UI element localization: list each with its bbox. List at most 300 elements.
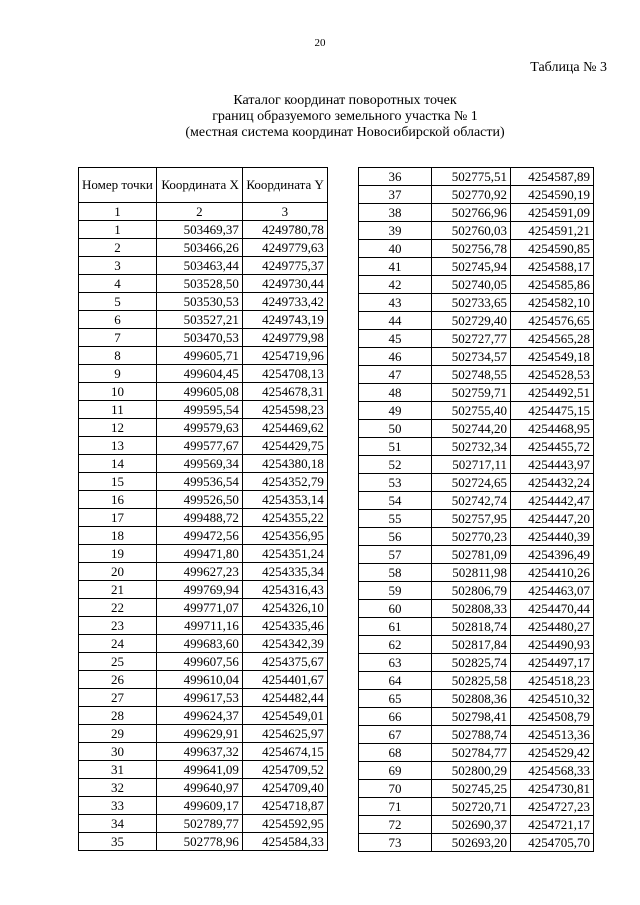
point-number-cell: 13 — [79, 437, 157, 455]
coordinate-y-cell: 4254480,27 — [511, 618, 594, 636]
table-row — [359, 240, 594, 258]
coordinate-y-cell: 4254582,10 — [511, 294, 594, 312]
coordinate-y-cell: 4254342,39 — [242, 635, 327, 653]
point-number-cell: 5 — [79, 293, 157, 311]
coordinate-x-cell: 499637,32 — [156, 743, 242, 761]
coordinate-x-cell: 502788,74 — [432, 726, 511, 744]
coordinate-x-cell: 502766,96 — [432, 204, 511, 222]
point-number-cell: 6 — [79, 311, 157, 329]
coordinate-y-cell: 4249733,42 — [242, 293, 327, 311]
coordinate-y-cell: 4254463,07 — [511, 582, 594, 600]
table-row — [79, 653, 328, 671]
coordinate-y-cell: 4254591,21 — [511, 222, 594, 240]
point-number-cell: 30 — [79, 743, 157, 761]
coordinate-y-cell: 4254316,43 — [242, 581, 327, 599]
coordinate-y-cell: 4254518,23 — [511, 672, 594, 690]
coordinate-y-cell: 4254590,19 — [511, 186, 594, 204]
point-number-cell: 40 — [359, 240, 432, 258]
coordinate-x-cell: 499683,60 — [156, 635, 242, 653]
table-row — [79, 509, 328, 527]
coordinate-y-cell: 4254718,87 — [242, 797, 327, 815]
table-row — [359, 276, 594, 294]
coordinate-y-cell: 4254590,85 — [511, 240, 594, 258]
table-row — [359, 672, 594, 690]
point-number-cell: 44 — [359, 312, 432, 330]
point-number-cell: 42 — [359, 276, 432, 294]
point-number-cell: 10 — [79, 383, 157, 401]
point-number-cell: 2 — [79, 239, 157, 257]
coordinate-y-cell: 4254674,15 — [242, 743, 327, 761]
coordinate-y-cell: 4254490,93 — [511, 636, 594, 654]
table-row — [359, 204, 594, 222]
point-number-cell: 60 — [359, 600, 432, 618]
coordinate-x-cell: 502756,78 — [432, 240, 511, 258]
coordinate-x-cell: 502808,36 — [432, 690, 511, 708]
point-number-cell: 9 — [79, 365, 157, 383]
coordinate-y-cell: 4254470,44 — [511, 600, 594, 618]
coordinate-y-cell: 4254709,52 — [242, 761, 327, 779]
point-number-cell: 17 — [79, 509, 157, 527]
coordinate-x-cell: 503469,37 — [156, 221, 242, 239]
coordinate-y-cell: 4254335,46 — [242, 617, 327, 635]
coordinate-y-cell: 4254356,95 — [242, 527, 327, 545]
table-row — [359, 654, 594, 672]
table-row — [79, 329, 328, 347]
table-row — [79, 833, 328, 851]
point-number-cell: 34 — [79, 815, 157, 833]
point-number-cell: 24 — [79, 635, 157, 653]
header-point-number: Номер точки — [79, 168, 157, 203]
point-number-cell: 7 — [79, 329, 157, 347]
point-number-cell: 23 — [79, 617, 157, 635]
point-number-cell: 26 — [79, 671, 157, 689]
coordinate-y-cell: 4254719,96 — [242, 347, 327, 365]
coordinate-x-cell: 502733,65 — [432, 294, 511, 312]
coordinate-x-cell: 499569,34 — [156, 455, 242, 473]
table-row — [359, 564, 594, 582]
coordinate-x-cell: 499579,63 — [156, 419, 242, 437]
point-number-cell: 12 — [79, 419, 157, 437]
point-number-cell: 50 — [359, 420, 432, 438]
coordinate-y-cell: 4249743,19 — [242, 311, 327, 329]
table-row — [359, 312, 594, 330]
table-row — [359, 618, 594, 636]
table-row — [359, 186, 594, 204]
table-row — [359, 600, 594, 618]
coordinate-x-cell: 499605,08 — [156, 383, 242, 401]
coordinate-x-cell: 499471,80 — [156, 545, 242, 563]
table-row — [79, 563, 328, 581]
point-number-cell: 32 — [79, 779, 157, 797]
point-number-cell: 27 — [79, 689, 157, 707]
coordinate-x-cell: 502789,77 — [156, 815, 242, 833]
coordinate-y-cell: 4254475,15 — [511, 402, 594, 420]
point-number-cell: 68 — [359, 744, 432, 762]
coordinate-y-cell: 4254568,33 — [511, 762, 594, 780]
coordinate-y-cell: 4254721,17 — [511, 816, 594, 834]
column-index-2: 2 — [156, 203, 242, 221]
column-index-3: 3 — [242, 203, 327, 221]
coordinate-y-cell: 4254708,13 — [242, 365, 327, 383]
coordinate-x-cell: 502720,71 — [432, 798, 511, 816]
point-number-cell: 53 — [359, 474, 432, 492]
table-row — [359, 798, 594, 816]
coordinate-y-cell: 4254497,17 — [511, 654, 594, 672]
coordinate-y-cell: 4254549,01 — [242, 707, 327, 725]
coordinate-y-cell: 4254592,95 — [242, 815, 327, 833]
table-row — [359, 816, 594, 834]
coordinate-x-cell: 499609,17 — [156, 797, 242, 815]
table-row — [79, 257, 328, 275]
table-row — [359, 474, 594, 492]
coordinate-y-cell: 4254598,23 — [242, 401, 327, 419]
coordinate-x-cell: 499711,16 — [156, 617, 242, 635]
coordinate-x-cell: 499627,23 — [156, 563, 242, 581]
point-number-cell: 37 — [359, 186, 432, 204]
table-row — [79, 545, 328, 563]
point-number-cell: 38 — [359, 204, 432, 222]
coordinate-x-cell: 499769,94 — [156, 581, 242, 599]
point-number-cell: 69 — [359, 762, 432, 780]
table-row — [79, 725, 328, 743]
coordinate-y-cell: 4254468,95 — [511, 420, 594, 438]
coordinate-y-cell: 4254380,18 — [242, 455, 327, 473]
coordinate-y-cell: 4254584,33 — [242, 833, 327, 851]
coordinate-x-cell: 502818,74 — [432, 618, 511, 636]
point-number-cell: 52 — [359, 456, 432, 474]
point-number-cell: 29 — [79, 725, 157, 743]
point-number-cell: 39 — [359, 222, 432, 240]
table-row — [359, 726, 594, 744]
coordinate-x-cell: 499641,09 — [156, 761, 242, 779]
table-row — [359, 258, 594, 276]
coordinate-x-cell: 502724,65 — [432, 474, 511, 492]
table-row — [359, 384, 594, 402]
coordinate-y-cell: 4254355,22 — [242, 509, 327, 527]
point-number-cell: 56 — [359, 528, 432, 546]
coordinate-x-cell: 502740,05 — [432, 276, 511, 294]
point-number-cell: 62 — [359, 636, 432, 654]
coordinate-x-cell: 502800,29 — [432, 762, 511, 780]
coordinate-y-cell: 4254730,81 — [511, 780, 594, 798]
point-number-cell: 41 — [359, 258, 432, 276]
coordinate-y-cell: 4254442,47 — [511, 492, 594, 510]
table-row — [359, 636, 594, 654]
column-index-1: 1 — [79, 203, 157, 221]
point-number-cell: 51 — [359, 438, 432, 456]
coordinate-x-cell: 499595,54 — [156, 401, 242, 419]
table-row — [79, 617, 328, 635]
point-number-cell: 47 — [359, 366, 432, 384]
table-row — [359, 222, 594, 240]
point-number-cell: 11 — [79, 401, 157, 419]
coordinate-x-cell: 499536,54 — [156, 473, 242, 491]
coordinate-x-cell: 502732,34 — [432, 438, 511, 456]
table-row — [79, 743, 328, 761]
point-number-cell: 65 — [359, 690, 432, 708]
coordinate-y-cell: 4249779,63 — [242, 239, 327, 257]
table-row — [79, 239, 328, 257]
coordinate-y-cell: 4254587,89 — [511, 168, 594, 186]
table-row — [79, 293, 328, 311]
header-coordinate-y: Координата Y — [242, 168, 327, 203]
point-number-cell: 4 — [79, 275, 157, 293]
point-number-cell: 22 — [79, 599, 157, 617]
coordinate-x-cell: 502825,74 — [432, 654, 511, 672]
coordinate-y-cell: 4254396,49 — [511, 546, 594, 564]
coordinate-y-cell: 4249780,78 — [242, 221, 327, 239]
coordinate-y-cell: 4254410,26 — [511, 564, 594, 582]
coordinate-y-cell: 4254353,14 — [242, 491, 327, 509]
table-row — [79, 473, 328, 491]
coordinate-y-cell: 4254528,53 — [511, 366, 594, 384]
point-number-cell: 20 — [79, 563, 157, 581]
coordinate-y-cell: 4254482,44 — [242, 689, 327, 707]
page-number: 20 — [314, 37, 326, 49]
table-row — [359, 420, 594, 438]
coordinate-y-cell: 4254678,31 — [242, 383, 327, 401]
table-row — [79, 761, 328, 779]
table-row — [359, 330, 594, 348]
left-table-body — [79, 221, 328, 851]
coordinate-y-cell: 4254455,72 — [511, 438, 594, 456]
coordinate-x-cell: 502784,77 — [432, 744, 511, 762]
coordinate-y-cell: 4254549,18 — [511, 348, 594, 366]
coordinate-y-cell: 4254401,67 — [242, 671, 327, 689]
table-row — [359, 780, 594, 798]
coordinate-x-cell: 502729,40 — [432, 312, 511, 330]
table-row — [79, 779, 328, 797]
table-row — [79, 635, 328, 653]
point-number-cell: 15 — [79, 473, 157, 491]
coordinate-y-cell: 4254492,51 — [511, 384, 594, 402]
title-line-2: границ образуемого земельного участка № 1 — [212, 109, 478, 124]
coordinate-x-cell: 502811,98 — [432, 564, 511, 582]
coordinate-x-cell: 499526,50 — [156, 491, 242, 509]
coordinate-x-cell: 499629,91 — [156, 725, 242, 743]
coordinate-y-cell: 4254565,28 — [511, 330, 594, 348]
point-number-cell: 28 — [79, 707, 157, 725]
coordinate-x-cell: 503463,44 — [156, 257, 242, 275]
coordinate-y-cell: 4254326,10 — [242, 599, 327, 617]
point-number-cell: 46 — [359, 348, 432, 366]
coordinate-x-cell: 499472,56 — [156, 527, 242, 545]
coordinate-x-cell: 502748,55 — [432, 366, 511, 384]
table-row — [79, 527, 328, 545]
table-header-row — [79, 168, 328, 203]
table-row — [79, 491, 328, 509]
coordinate-y-cell: 4254335,34 — [242, 563, 327, 581]
table-row — [359, 438, 594, 456]
coordinate-y-cell: 4249775,37 — [242, 257, 327, 275]
table-row — [359, 348, 594, 366]
point-number-cell: 66 — [359, 708, 432, 726]
point-number-cell: 25 — [79, 653, 157, 671]
coordinate-x-cell: 499577,67 — [156, 437, 242, 455]
coordinate-x-cell: 499640,97 — [156, 779, 242, 797]
coordinate-y-cell: 4254432,24 — [511, 474, 594, 492]
coordinate-y-cell: 4254625,97 — [242, 725, 327, 743]
point-number-cell: 63 — [359, 654, 432, 672]
point-number-cell: 21 — [79, 581, 157, 599]
point-number-cell: 8 — [79, 347, 157, 365]
coordinate-x-cell: 502744,20 — [432, 420, 511, 438]
coordinate-y-cell: 4254529,42 — [511, 744, 594, 762]
coordinate-x-cell: 502775,51 — [432, 168, 511, 186]
point-number-cell: 72 — [359, 816, 432, 834]
table-row — [79, 221, 328, 239]
table-row — [359, 456, 594, 474]
point-number-cell: 19 — [79, 545, 157, 563]
table-row — [79, 383, 328, 401]
table-row — [79, 275, 328, 293]
point-number-cell: 59 — [359, 582, 432, 600]
table-row — [359, 834, 594, 852]
point-number-cell: 45 — [359, 330, 432, 348]
coordinate-x-cell: 502745,94 — [432, 258, 511, 276]
table-row — [79, 671, 328, 689]
coordinate-x-cell: 502757,95 — [432, 510, 511, 528]
table-row — [359, 402, 594, 420]
table-row — [359, 708, 594, 726]
point-number-cell: 55 — [359, 510, 432, 528]
coordinate-y-cell: 4254352,79 — [242, 473, 327, 491]
table-row — [79, 815, 328, 833]
coordinate-x-cell: 503470,53 — [156, 329, 242, 347]
table-row — [359, 294, 594, 312]
table-row — [79, 401, 328, 419]
coordinate-y-cell: 4254591,09 — [511, 204, 594, 222]
point-number-cell: 58 — [359, 564, 432, 582]
point-number-cell: 33 — [79, 797, 157, 815]
point-number-cell: 73 — [359, 834, 432, 852]
coordinate-y-cell: 4254576,65 — [511, 312, 594, 330]
point-number-cell: 36 — [359, 168, 432, 186]
point-number-cell: 1 — [79, 221, 157, 239]
table-row — [79, 365, 328, 383]
point-number-cell: 35 — [79, 833, 157, 851]
table-row — [359, 582, 594, 600]
coordinate-y-cell: 4254375,67 — [242, 653, 327, 671]
coordinate-y-cell: 4254443,97 — [511, 456, 594, 474]
point-number-cell: 14 — [79, 455, 157, 473]
catalog-title — [150, 93, 540, 141]
right-table-body — [359, 168, 594, 852]
coordinate-x-cell: 502781,09 — [432, 546, 511, 564]
point-number-cell: 31 — [79, 761, 157, 779]
table-row — [359, 492, 594, 510]
table-row — [359, 762, 594, 780]
point-number-cell: 18 — [79, 527, 157, 545]
coordinate-x-cell: 502690,37 — [432, 816, 511, 834]
coordinate-x-cell: 502759,71 — [432, 384, 511, 402]
table-row — [359, 528, 594, 546]
point-number-cell: 49 — [359, 402, 432, 420]
table-row — [79, 707, 328, 725]
coordinate-x-cell: 502808,33 — [432, 600, 511, 618]
table-row — [79, 437, 328, 455]
coordinate-y-cell: 4254508,79 — [511, 708, 594, 726]
coordinate-y-cell: 4254585,86 — [511, 276, 594, 294]
coordinate-x-cell: 502734,57 — [432, 348, 511, 366]
coordinate-x-cell: 502742,74 — [432, 492, 511, 510]
table-row — [359, 744, 594, 762]
point-number-cell: 43 — [359, 294, 432, 312]
coordinate-x-cell: 502825,58 — [432, 672, 511, 690]
point-number-cell: 71 — [359, 798, 432, 816]
point-number-cell: 67 — [359, 726, 432, 744]
coordinate-y-cell: 4254588,17 — [511, 258, 594, 276]
coordinate-y-cell: 4254510,32 — [511, 690, 594, 708]
table-row — [79, 599, 328, 617]
coordinate-x-cell: 502727,77 — [432, 330, 511, 348]
coordinate-y-cell: 4254513,36 — [511, 726, 594, 744]
coordinate-x-cell: 499617,53 — [156, 689, 242, 707]
coordinate-x-cell: 502717,11 — [432, 456, 511, 474]
coordinate-x-cell: 499771,07 — [156, 599, 242, 617]
coordinate-x-cell: 503530,53 — [156, 293, 242, 311]
coordinate-y-cell: 4254429,75 — [242, 437, 327, 455]
coordinate-x-cell: 502806,79 — [432, 582, 511, 600]
table-row — [79, 311, 328, 329]
point-number-cell: 61 — [359, 618, 432, 636]
table-row — [359, 366, 594, 384]
table-row — [79, 419, 328, 437]
table-row — [79, 347, 328, 365]
coordinate-x-cell: 499604,45 — [156, 365, 242, 383]
coordinate-x-cell: 502770,23 — [432, 528, 511, 546]
table-row — [79, 455, 328, 473]
point-number-cell: 57 — [359, 546, 432, 564]
coordinate-y-cell: 4254705,70 — [511, 834, 594, 852]
point-number-cell: 3 — [79, 257, 157, 275]
table-row — [79, 797, 328, 815]
coordinate-y-cell: 4249730,44 — [242, 275, 327, 293]
table-row — [79, 689, 328, 707]
point-number-cell: 16 — [79, 491, 157, 509]
coordinate-x-cell: 502798,41 — [432, 708, 511, 726]
column-index-row — [79, 203, 328, 221]
coordinate-y-cell: 4254440,39 — [511, 528, 594, 546]
table-row — [359, 510, 594, 528]
point-number-cell: 70 — [359, 780, 432, 798]
point-number-cell: 64 — [359, 672, 432, 690]
header-coordinate-x: Координата X — [156, 168, 242, 203]
coordinate-x-cell: 502693,20 — [432, 834, 511, 852]
coordinate-x-cell: 502770,92 — [432, 186, 511, 204]
coordinate-x-cell: 502755,40 — [432, 402, 511, 420]
coordinate-x-cell: 499607,56 — [156, 653, 242, 671]
coordinate-x-cell: 503528,50 — [156, 275, 242, 293]
table-label: Таблица № 3 — [530, 60, 607, 75]
coordinate-y-cell: 4254469,62 — [242, 419, 327, 437]
coordinates-table-right — [358, 167, 594, 852]
coordinate-y-cell: 4254351,24 — [242, 545, 327, 563]
coordinate-x-cell: 499605,71 — [156, 347, 242, 365]
coordinate-x-cell: 503527,21 — [156, 311, 242, 329]
table-row — [359, 168, 594, 186]
table-row — [79, 581, 328, 599]
coordinate-y-cell: 4249779,98 — [242, 329, 327, 347]
coordinate-x-cell: 502745,25 — [432, 780, 511, 798]
coordinate-x-cell: 499488,72 — [156, 509, 242, 527]
point-number-cell: 48 — [359, 384, 432, 402]
coordinate-x-cell: 502760,03 — [432, 222, 511, 240]
coordinate-x-cell: 502817,84 — [432, 636, 511, 654]
coordinates-table-left — [78, 167, 328, 851]
coordinate-y-cell: 4254447,20 — [511, 510, 594, 528]
coordinate-x-cell: 499610,04 — [156, 671, 242, 689]
